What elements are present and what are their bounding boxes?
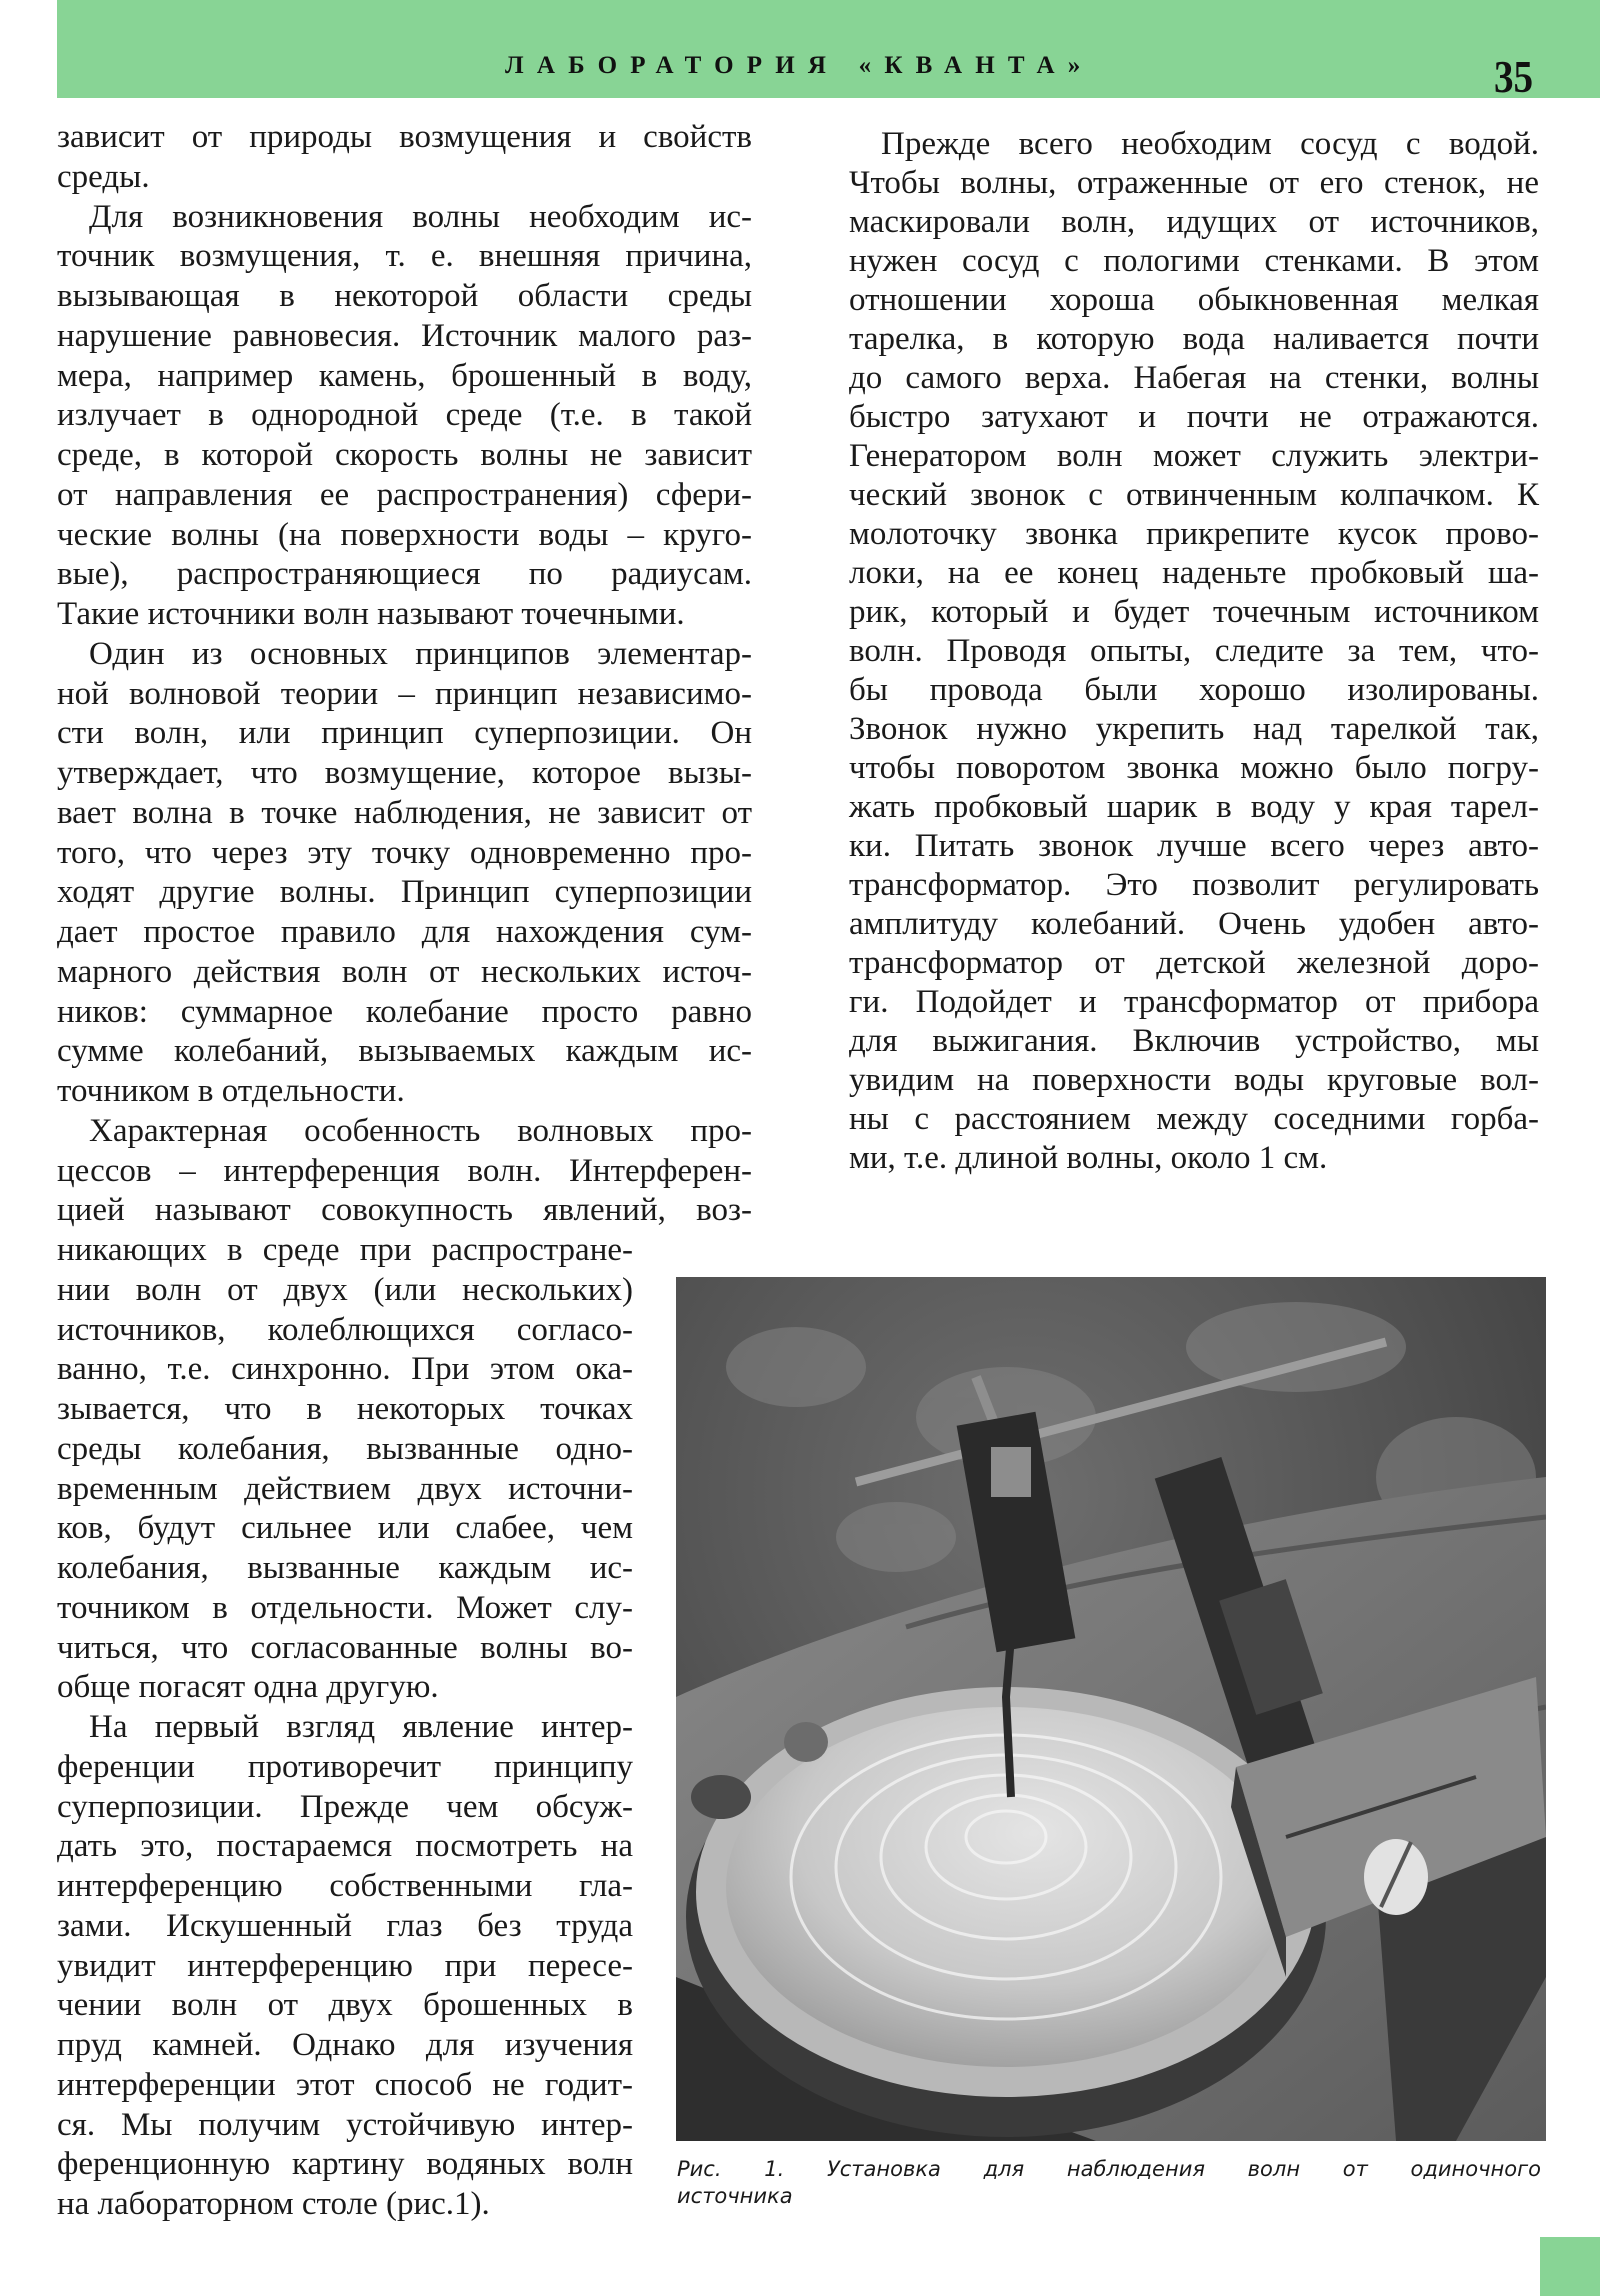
text-line: ны с расстоянием между соседними горба- xyxy=(849,1101,1539,1137)
figure-photo xyxy=(676,1277,1546,2141)
text-line: точник возмущения, т. е. внешняя причина, xyxy=(57,238,752,275)
text-line: ков, будут сильнее или слабее, чем xyxy=(57,1510,633,1547)
text-line: читься, что согласованные волны во- xyxy=(57,1629,633,1666)
text-line: На первый взгляд явление интер- xyxy=(89,1709,633,1745)
text-line: жать пробковый шарик в воду у края тарел- xyxy=(849,789,1539,825)
text-line: зывается, что в некоторых точках xyxy=(57,1391,633,1427)
text-line: никающих в среде при распростране- xyxy=(57,1232,633,1268)
running-head-title: ЛАБОРАТОРИЯ «КВАНТА» xyxy=(505,52,1094,79)
text-line: вые), распространяющиеся по радиусам. xyxy=(57,556,752,593)
text-line: чтобы поворотом звонка можно было погру- xyxy=(849,750,1539,786)
text-line: марного действия волн от нескольких источ- xyxy=(57,953,752,990)
text-line: амплитуду колебаний. Очень удобен авто- xyxy=(849,906,1539,942)
text-line: вает волна в точке наблюдения, не зависит от xyxy=(57,794,752,831)
text-line: вызывающая в некоторой области среды xyxy=(57,278,752,314)
text-line: молоточку звонка прикрепите кусок прово- xyxy=(849,516,1539,552)
text-line: ференции противоречит принципу xyxy=(57,1748,633,1785)
text-line: сумме колебаний, вызываемых каждым ис- xyxy=(57,1033,752,1070)
text-line: нии волн от двух (или нескольких) xyxy=(57,1271,633,1308)
text-line: интерференции этот способ не годит- xyxy=(57,2066,633,2103)
text-line: ходят другие волны. Принцип суперпозиции xyxy=(57,874,752,911)
text-line: бы провода были хорошо изолированы. xyxy=(849,672,1539,708)
text-line: локи, на ее конец наденьте пробковый ша- xyxy=(849,555,1539,591)
text-line: точником в отдельности. xyxy=(57,1073,405,1109)
text-line: Характерная особенность волновых про- xyxy=(89,1112,752,1149)
text-line: трансформатор. Это позволит регулировать xyxy=(849,867,1539,903)
text-line: волн. Проводя опыты, следите за тем, что- xyxy=(849,633,1539,669)
right-text-column xyxy=(849,0,1539,1260)
text-line: ванно, т.е. синхронно. При этом ока- xyxy=(57,1351,633,1388)
text-line: Для возникновения волны необходим ис- xyxy=(89,198,752,235)
left-text-column xyxy=(57,0,752,2296)
text-line: среды. xyxy=(57,158,150,195)
text-line: обще погасят одна другую. xyxy=(57,1669,439,1706)
text-line: Чтобы волны, отраженные от его стенок, не xyxy=(849,165,1539,201)
text-line: рик, который и будет точечным источником xyxy=(849,594,1539,630)
text-line: увидим на поверхности воды круговые вол- xyxy=(849,1062,1539,1098)
text-line: зависит от природы возмущения и свойств xyxy=(57,119,752,155)
text-line: интерференцию собственными гла- xyxy=(57,1868,633,1904)
text-line: Один из основных принципов элементар- xyxy=(89,635,752,672)
caption-line-2: источника xyxy=(677,2184,793,2208)
text-line: увидит интерференцию при пересе- xyxy=(57,1947,633,1984)
text-line: Такие источники волн называют точечными. xyxy=(57,596,685,632)
text-line: пруд камней. Однако для изучения xyxy=(57,2027,633,2063)
text-line: чении волн от двух брошенных в xyxy=(57,1987,633,2024)
text-line: ся. Мы получим устойчивую интер- xyxy=(57,2106,633,2143)
text-line: среды колебания, вызванные одно- xyxy=(57,1430,633,1467)
text-line: Звонок нужно укрепить над тарелкой так, xyxy=(849,711,1539,747)
text-line: зами. Искушенный глаз без труда xyxy=(57,1907,633,1944)
text-line: на лабораторном столе (рис.1). xyxy=(57,2186,490,2222)
text-line: нужен сосуд с пологими стенками. В этом xyxy=(849,243,1539,279)
text-line: цессов – интерференция волн. Интерферен- xyxy=(57,1152,752,1189)
text-line: для выжигания. Включив устройство, мы xyxy=(849,1023,1539,1059)
text-line: Прежде всего необходим сосуд с водой. xyxy=(881,126,1539,162)
text-line: временным действием двух источни- xyxy=(57,1470,633,1507)
text-line: того, что через эту точку одновременно про- xyxy=(57,834,752,871)
text-line: сти волн, или принцип суперпозиции. Он xyxy=(57,715,752,752)
caption-line-1: Рис. 1. Установка для наблюдения волн от одиночного xyxy=(677,2157,1541,2181)
text-line: ной волновой теории – принцип независимо- xyxy=(57,675,752,712)
text-line: ческие волны (на поверхности воды – круго- xyxy=(57,516,752,553)
text-line: среде, в которой скорость волны не зависит xyxy=(57,437,752,473)
wave-apparatus-photo-icon xyxy=(676,1277,1546,2141)
text-line: нарушение равновесия. Источник малого раз- xyxy=(57,317,752,354)
text-line: ников: суммарное колебание просто равно xyxy=(57,993,752,1030)
text-line: отношении хороша обыкновенная мелкая xyxy=(849,282,1539,318)
text-line: Генератором волн может служить электри- xyxy=(849,438,1539,474)
text-line: дает простое правило для нахождения сум- xyxy=(57,914,752,950)
text-line: утверждает, что возмущение, которое вызы- xyxy=(57,755,752,791)
text-line: колебания, вызванные каждым ис- xyxy=(57,1550,633,1586)
page-number: 35 xyxy=(1494,51,1534,102)
page-corner-accent xyxy=(1540,2237,1600,2296)
text-line: точником в отдельности. Может слу- xyxy=(57,1589,633,1626)
figure-caption xyxy=(677,2156,1541,2210)
text-line: ческий звонок с отвинченным колпачком. К xyxy=(849,477,1539,513)
text-line: мера, например камень, брошенный в воду, xyxy=(57,357,752,394)
text-line: источников, колеблющихся согласо- xyxy=(57,1311,633,1348)
text-line: трансформатор от детской железной доро- xyxy=(849,945,1539,981)
text-line: от направления ее распространения) сфери- xyxy=(57,476,752,513)
text-line: дать это, постараемся посмотреть на xyxy=(57,1828,633,1865)
text-line: излучает в однородной среде (т.е. в такой xyxy=(57,397,752,434)
text-line: суперпозиции. Прежде чем обсуж- xyxy=(57,1788,633,1825)
text-line: до самого верха. Набегая на стенки, волны xyxy=(849,360,1539,396)
text-line: ки. Питать звонок лучше всего через авто- xyxy=(849,828,1539,864)
text-line: ференционную картину водяных волн xyxy=(57,2146,633,2183)
text-line: ги. Подойдет и трансформатор от прибора xyxy=(849,984,1539,1020)
text-line: цией называют совокупность явлений, воз- xyxy=(57,1192,752,1229)
text-line: маскировали волн, идущих от источников, xyxy=(849,204,1539,240)
text-line: ми, т.е. длиной волны, около 1 см. xyxy=(849,1140,1328,1176)
text-line: тарелка, в которую вода наливается почти xyxy=(849,321,1539,357)
text-line: быстро затухают и почти не отражаются. xyxy=(849,399,1539,435)
